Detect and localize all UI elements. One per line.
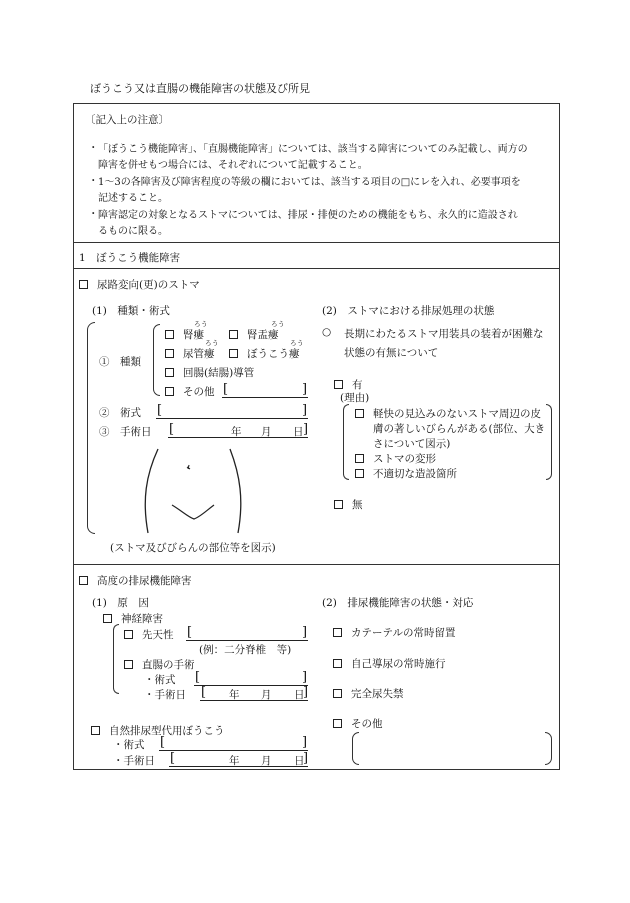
date-month: 月 (261, 426, 272, 438)
note-3-line2: るものに限る。 (98, 226, 168, 237)
advanced-heading: 高度の排尿機能障害 (97, 575, 192, 587)
rectal-date-bracket-open: [ (201, 685, 207, 700)
types-heading: (1) 種類・術式 (92, 305, 170, 317)
type-bladder-checkbox[interactable] (229, 349, 238, 358)
processing-reason-label: (理由) (340, 392, 370, 404)
abdomen-left-contour (145, 449, 158, 533)
reason-3-label: 不適切な造設箇所 (373, 468, 457, 480)
rectal-date-month: 月 (261, 689, 272, 701)
rectal-date-year: 年 (229, 689, 240, 701)
reason-2-label: ストマの変形 (373, 453, 436, 465)
type-ureter-label: 尿管瘻 (183, 348, 215, 360)
type-other-bracket-close: ] (302, 382, 308, 397)
advanced-checkbox[interactable] (79, 576, 88, 585)
status-option-4[interactable] (333, 716, 383, 731)
option2-ruby: ろう (271, 320, 285, 328)
types-inner-bracket (153, 324, 160, 396)
notes-header: 〔記入上の注意〕 (85, 114, 169, 126)
processing-no-option[interactable] (334, 497, 363, 512)
type-other-label: その他 (183, 386, 215, 398)
surgery-label: ② 術式 (99, 407, 141, 419)
type-option-pelvis[interactable] (229, 327, 279, 342)
divider-notes (73, 242, 560, 243)
congenital-bracket-close: ] (302, 625, 308, 640)
reason-1-line3: さについて図示) (373, 438, 451, 450)
note-2-line2: 記述すること。 (98, 193, 168, 204)
type-option-bladder[interactable] (229, 346, 300, 361)
document-title: ぼうこう又は直腸の機能障害の状態及び所見 (90, 82, 310, 95)
natural-method-field[interactable] (159, 750, 308, 751)
status-option-2[interactable] (333, 656, 446, 671)
congenital-field[interactable] (186, 640, 308, 641)
rectal-surgery-label: 直腸の手術 (142, 659, 195, 671)
rectal-method-bracket-open: [ (195, 670, 201, 685)
congenital-checkbox[interactable] (124, 630, 133, 639)
note-1-line1: 「ぼうこう機能障害」、「直腸機能障害」については、該当する障害についてのみ記載し、両方の (98, 144, 528, 155)
type-option-ileal[interactable] (165, 365, 254, 380)
status-3-checkbox[interactable] (333, 689, 342, 698)
rectal-method-bracket-close: ] (302, 670, 308, 685)
surgery-bracket-open: [ (157, 403, 163, 418)
type-option-other[interactable] (165, 384, 215, 399)
groin-line (172, 505, 214, 519)
date-day: 日 (293, 426, 304, 438)
urinary-stoma-heading: 尿路変向(更)のストマ (97, 279, 200, 291)
date-label: ③ 手術日 (99, 426, 152, 438)
rectal-surgery-date-label: ・手術日 (144, 689, 186, 701)
status-other-field[interactable] (362, 734, 542, 763)
rectal-surgery-checkbox[interactable] (124, 660, 133, 669)
note-1-bullet: ・ (88, 142, 99, 154)
type-pelvis-checkbox[interactable] (229, 330, 238, 339)
processing-bullet: ○ (322, 326, 332, 338)
reason-2-option[interactable] (355, 451, 436, 466)
neuro-checkbox[interactable] (103, 614, 112, 623)
date-field[interactable] (168, 437, 308, 438)
status-4-label: その他 (351, 718, 383, 730)
processing-heading: (2) ストマにおける排尿処理の状態 (322, 305, 495, 317)
rectal-surgery-option[interactable] (124, 657, 195, 672)
types-outer-bracket (87, 322, 95, 534)
types-label: ① 種類 (99, 356, 141, 368)
reason-2-checkbox[interactable] (355, 454, 364, 463)
rectal-date-field[interactable] (200, 700, 308, 701)
divider-section1 (73, 268, 560, 269)
divider-advanced (73, 564, 560, 565)
type-pelvis-label: 腎盂瘻 (247, 329, 279, 341)
type-bladder-label: ぼうこう瘻 (247, 348, 300, 360)
congenital-option[interactable] (124, 627, 174, 642)
option4-ruby: ろう (290, 339, 304, 347)
reason-bracket-left (343, 404, 349, 480)
type-option-ureter[interactable] (165, 346, 215, 361)
reason-bracket-right (546, 404, 552, 480)
congenital-example: (例：二分脊椎 等) (199, 644, 292, 656)
type-kidney-checkbox[interactable] (165, 330, 174, 339)
advanced-row[interactable] (79, 573, 192, 588)
processing-question-line2: 状態の有無について (344, 347, 439, 359)
reason-3-checkbox[interactable] (355, 469, 364, 478)
congenital-label: 先天性 (142, 629, 174, 641)
diagram-caption: (ストマ及びびらんの部位等を図示) (110, 542, 276, 554)
status-option-3[interactable] (333, 686, 404, 701)
natural-method-bracket-open: [ (160, 735, 166, 750)
processing-no-checkbox[interactable] (334, 500, 343, 509)
reason-1-checkbox[interactable] (355, 409, 364, 418)
abdomen-diagram (140, 445, 250, 537)
natural-bladder-option[interactable] (91, 723, 225, 738)
reason-1-line1: 軽快の見込みのないストマ周辺の皮 (373, 408, 541, 420)
natural-date-month: 月 (261, 755, 272, 767)
note-2-line1: 1〜3の各障害及び障害程度の等級の欄においては、該当する項目の□にレを入れ、必要事項を (98, 177, 521, 188)
note-2-bullet: ・ (88, 175, 99, 187)
natural-bladder-checkbox[interactable] (91, 726, 100, 735)
date-year: 年 (231, 426, 242, 438)
status-heading: (2) 排尿機能障害の状態・対応 (322, 597, 474, 609)
rectal-surgery-method-label: ・術式 (144, 674, 176, 686)
processing-yes-checkbox[interactable] (334, 380, 343, 389)
status-option-1[interactable] (333, 625, 455, 640)
note-3-bullet: ・ (88, 208, 99, 220)
congenital-bracket-open: [ (187, 625, 193, 640)
type-ileal-checkbox[interactable] (165, 368, 174, 377)
type-other-bracket-open: [ (223, 382, 229, 397)
navel-mark (187, 465, 190, 469)
reason-1-option[interactable] (355, 406, 541, 421)
natural-date-day: 日 (294, 755, 305, 767)
neuro-option[interactable] (103, 611, 163, 626)
section1-heading: 1 ぼうこう機能障害 (79, 252, 181, 264)
natural-date-bracket-open: [ (170, 751, 176, 766)
natural-date-year: 年 (229, 755, 240, 767)
neuro-label: 神経障害 (121, 613, 163, 625)
processing-question-line1: 長期にわたるストマ用装具の装着が困難な (344, 328, 544, 340)
date-bracket-close: ] (303, 422, 309, 437)
note-3-line1: 障害認定の対象となるストマについては、排尿・排便のための機能をもち、永久的に造設され (98, 210, 518, 221)
status-2-checkbox[interactable] (333, 659, 342, 668)
rectal-date-day: 日 (294, 689, 305, 701)
reason-3-option[interactable] (355, 466, 457, 481)
urinary-stoma-row[interactable] (79, 277, 200, 292)
note-1-line2: 障害を併せもつ場合には、それぞれについて記載すること。 (98, 160, 368, 171)
reason-1-line2: 膚の著しいびらんがある(部位、大き (373, 423, 546, 435)
surgery-bracket-close: ] (302, 403, 308, 418)
type-option-kidney[interactable] (165, 327, 204, 342)
natural-bladder-label: 自然排尿型代用ぼうこう (109, 725, 225, 737)
type-ileal-label: 回腸(結腸)導管 (183, 367, 255, 379)
processing-no-label: 無 (352, 499, 363, 511)
status-other-bracket-right (545, 732, 552, 765)
processing-yes-label: 有 (352, 379, 363, 391)
rectal-method-field[interactable] (194, 685, 308, 686)
natural-surgery-date-label: ・手術日 (113, 755, 155, 767)
status-1-label: カテーテルの常時留置 (351, 627, 456, 639)
status-other-bracket-left (352, 732, 359, 765)
neuro-bracket (113, 624, 119, 694)
status-3-label: 完全尿失禁 (351, 688, 404, 700)
surgery-field[interactable] (156, 418, 308, 419)
cause-heading: (1) 原 因 (92, 597, 149, 609)
type-kidney-label: 腎瘻 (183, 329, 204, 341)
natural-date-field[interactable] (169, 766, 308, 767)
option1-ruby: ろう (194, 320, 208, 328)
status-4-checkbox[interactable] (333, 719, 342, 728)
type-ureter-checkbox[interactable] (165, 349, 174, 358)
status-1-checkbox[interactable] (333, 628, 342, 637)
option3-ruby: ろう (205, 339, 219, 347)
type-other-checkbox[interactable] (165, 387, 174, 396)
date-bracket-open: [ (169, 422, 175, 437)
type-other-field[interactable] (222, 397, 308, 398)
natural-surgery-method-label: ・術式 (113, 739, 145, 751)
status-2-label: 自己導尿の常時施行 (351, 658, 446, 670)
natural-method-bracket-close: ] (302, 735, 308, 750)
urinary-stoma-checkbox[interactable] (79, 280, 88, 289)
abdomen-right-contour (230, 449, 241, 533)
natural-date-bracket-close: ] (303, 751, 309, 766)
rectal-date-bracket-close: ] (303, 685, 309, 700)
